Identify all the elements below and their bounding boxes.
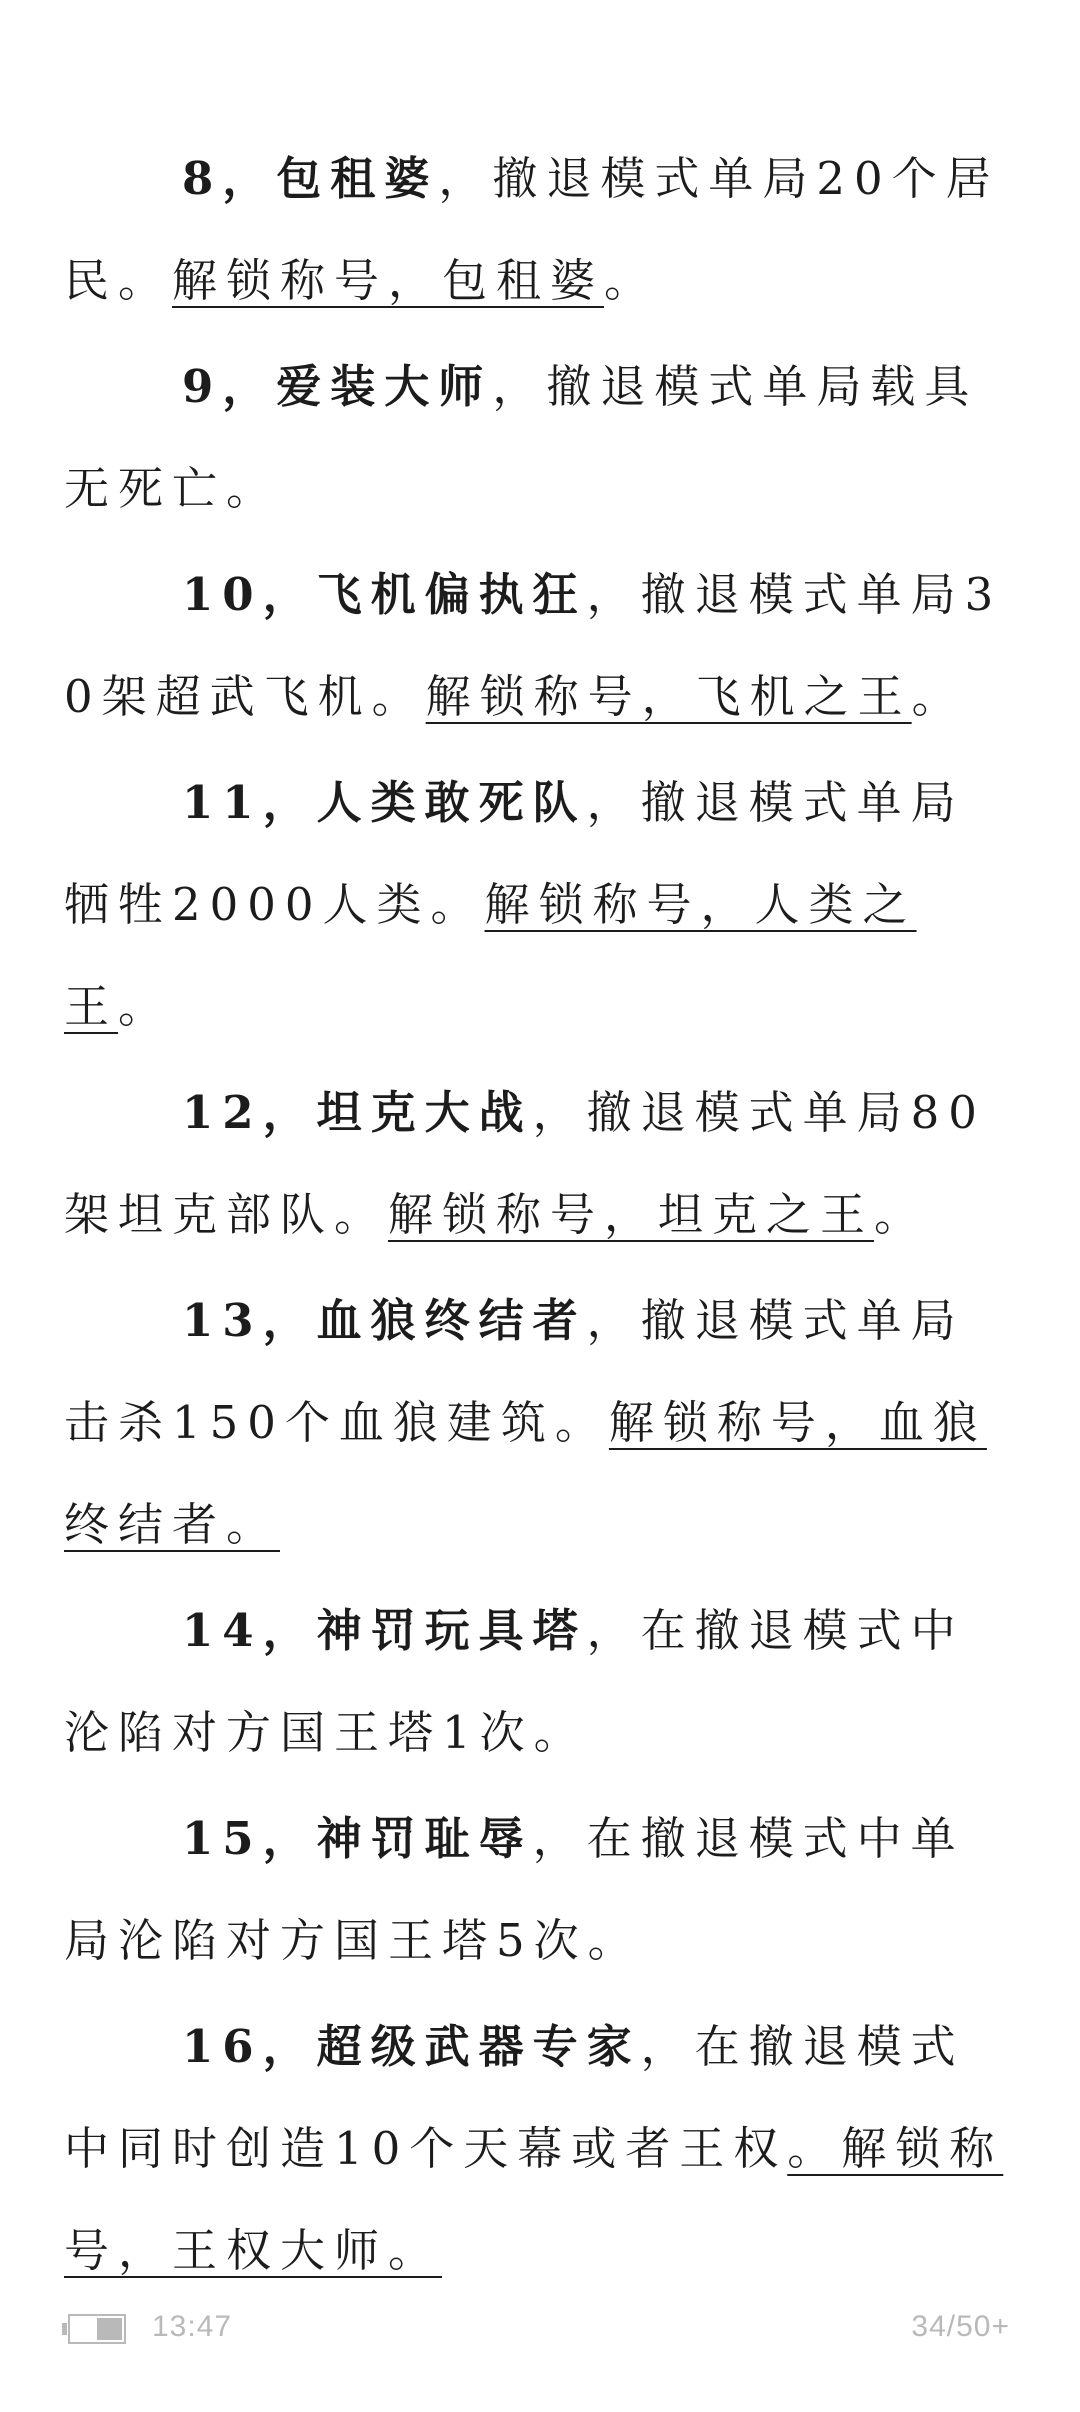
entry-title: 16，超级武器专家 <box>182 2020 641 2073</box>
entry-title: 15，神罚耻辱 <box>182 1812 533 1865</box>
entry-unlock: 解锁称号，坦克之王 <box>388 1188 875 1241</box>
page-indicator: 34/50+ <box>911 2310 1010 2343</box>
entry-tail: 。 <box>874 1188 929 1241</box>
clock-time: 13:47 <box>152 2310 233 2343</box>
entry-title: 10，飞机偏执狂 <box>182 568 587 621</box>
entry-body: ，撤退模式单局击杀150个血狼建筑。 <box>64 1294 965 1449</box>
entry-body: ，在撤退模式中同时创造10个天幕或者王权 <box>64 2020 965 2175</box>
entry-body: ，撤退模式单局30架超武飞机。 <box>64 568 1003 723</box>
entry-11 <box>64 752 1014 1058</box>
entry-body: ，在撤退模式中沦陷对方国王塔1次。 <box>64 1604 965 1759</box>
entry-title: 14，神罚玩具塔 <box>182 1604 587 1657</box>
entry-title: 8，包租婆 <box>182 152 439 205</box>
reader-status-bar <box>0 2296 1080 2356</box>
entry-tail: 。 <box>118 980 173 1033</box>
entry-15 <box>64 1788 1014 1992</box>
entry-body: ，撤退模式单局牺牲2000人类。 <box>64 776 965 931</box>
battery-tip <box>62 2323 67 2335</box>
entry-tail: 。 <box>911 670 966 723</box>
entry-title: 13，血狼终结者 <box>182 1294 587 1347</box>
entry-14 <box>64 1580 1014 1784</box>
entry-body: ，撤退模式单局载具无死亡。 <box>64 360 979 515</box>
entry-unlock: 。解锁称号，王权大师。 <box>64 2122 1004 2277</box>
battery-fill <box>97 2318 122 2340</box>
entry-title: 11，人类敢死队 <box>182 776 587 829</box>
entry-10 <box>64 544 1014 748</box>
entry-12 <box>64 1062 1014 1266</box>
entry-title: 12，坦克大战 <box>182 1086 533 1139</box>
entry-unlock: 解锁称号，包租婆 <box>172 254 605 307</box>
entry-unlock: 解锁称号，飞机之王 <box>425 670 912 723</box>
reader-page[interactable] <box>64 128 1014 2306</box>
entry-tail: 。 <box>604 254 659 307</box>
battery-icon <box>62 2314 126 2344</box>
entry-8 <box>64 128 1014 332</box>
entry-13 <box>64 1270 1014 1576</box>
entry-unlock: 解锁称号，血狼终结者。 <box>64 1396 987 1551</box>
entry-body: ，在撤退模式中单局沦陷对方国王塔5次。 <box>64 1812 965 1967</box>
entry-title: 9，爱装大师 <box>182 360 493 413</box>
entry-body: ，撤退模式单局20个居民。 <box>64 152 1000 307</box>
entry-16 <box>64 1996 1014 2302</box>
entry-9 <box>64 336 1014 540</box>
entry-unlock: 解锁称号，人类之王 <box>64 878 917 1033</box>
battery-body <box>68 2314 126 2344</box>
entry-body: ，撤退模式单局80架坦克部队。 <box>64 1086 986 1241</box>
